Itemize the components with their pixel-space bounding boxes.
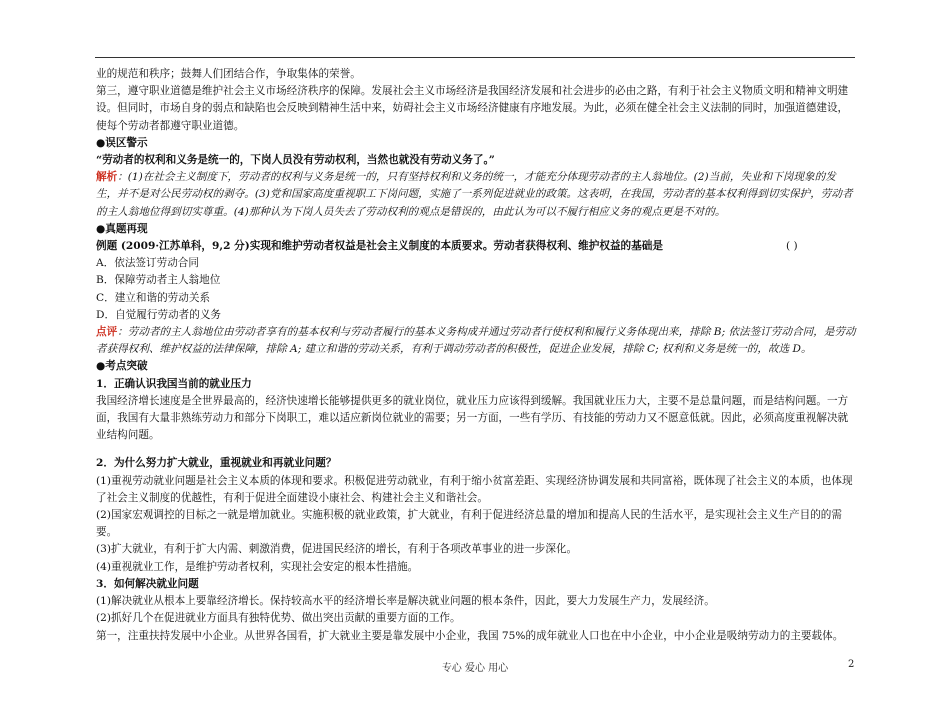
analysis-paragraph <box>96 169 856 221</box>
comment-label: 点评 <box>96 326 118 339</box>
answer-parentheses: ( ) <box>786 240 798 253</box>
analysis-label: 解析 <box>96 171 118 184</box>
subsection-3-item-1: (1)解决就业从根本上要靠经济增长。保持较高水平的经济增长率是解决就业问题的根本条件，因此，要大力发展生产力，发展经济。 <box>96 595 715 608</box>
analysis-text: ：(1)在社会主义制度下，劳动者的权利与义务是统一的，只有坚持权利和义务的统一，才能充分体现劳动者的主人翁地位。(2)当前，失业和下岗现象的发生，并不是对公民劳动权的剥夺。(3)党和国家高度重视职工下岗问题，实施了一系列促进就业的政策。这表明，在我国，劳动者的基本权利得到切实保护，劳动者的主人翁地位得到切实尊重。(4)那种认为下岗人员失去了劳动权利的观点是错误的，由此认为可以不履行相应义务的观点更是不对的。 <box>96 171 853 218</box>
footer-motto: 专心 爱心 用心 <box>441 663 509 674</box>
comment-text: ：劳动者的主人翁地位由劳动者享有的基本权利与劳动者履行的基本义务构成并通过劳动者行使权利和履行义务体现出来，排除 B; 依法签订劳动合同，是劳动者获得权利、维护权益的法律保障，排除 A; 建立和谐的劳动关系，有利于调动劳动者的积极性，促进企业发展，排除 C; 权利和义务是统一的，故选 D。 <box>96 326 856 356</box>
spacer <box>96 444 856 455</box>
option-c: C．建立和谐的劳动关系 <box>96 291 211 304</box>
section-heading-exam: ●真题再现 <box>96 222 148 235</box>
subheading-2: 2．为什么努力扩大就业，重视就业和再就业问题？ <box>96 457 337 470</box>
subsection-3-item-3: 第一，注重扶持发展中小企业。从世界各国看，扩大就业主要是靠发展中小企业，我国 75%的成年就业人口也在中小企业，中小企业是吸纳劳动力的主要载体。 <box>96 629 844 642</box>
subsection-2-item-2: (2)国家宏观调控的目标之一就是增加就业。实施积极的就业政策，扩大就业，有利于促进经济总量的增加和提高人民的生活水平，是实现社会主义生产目的的需要。 <box>96 509 842 539</box>
section-heading-misconception: ●误区警示 <box>96 136 148 149</box>
subheading-1: 1．正确认识我国当前的就业压力 <box>96 377 252 390</box>
subsection-2-item-4: (4)重视就业工作，是维护劳动者权利，实现社会安定的根本性措施。 <box>96 560 419 573</box>
page-number: 2 <box>848 659 855 670</box>
option-a: A．依法签订劳动合同 <box>96 257 199 270</box>
subsection-3-item-2: (2)抓好几个在促进就业方面具有独特优势、做出突出贡献的重要方面的工作。 <box>96 612 461 625</box>
section-heading-keypoints: ●考点突破 <box>96 360 148 373</box>
comment-paragraph <box>96 324 856 358</box>
subsection-1-text: 我国经济增长速度是全世界最高的，经济快速增长能够提供更多的就业岗位，就业压力应该得到缓解。我国就业压力大，主要不是总量问题，而是结构问题。一方面，我国有大量非熟练劳动力和部分下岗职工，难以适应新岗位就业的需要；另一方面，一些有学历、有技能的劳动力又不愿意低就。因此，必须高度重视解决就业结构问题。 <box>96 394 849 442</box>
header-rule <box>95 57 855 58</box>
option-d: D．自觉履行劳动者的义务 <box>96 308 222 321</box>
paragraph-continuation: 业的规范和秩序；鼓舞人们团结合作，争取集体的荣誉。 <box>96 68 361 80</box>
example-question <box>96 238 856 255</box>
subsection-2-item-1: (1)重视劳动就业问题是社会主义本质的体现和要求。积极促进劳动就业，有利于缩小贫富差距、实现经济协调发展和共同富裕，既体现了社会主义的本质，也体现了社会主义制度的优越性，有利于促进全面建设小康社会、构建社会主义和谐社会。 <box>96 474 853 504</box>
misconception-quote: “劳动者的权利和义务是统一的，下岗人员没有劳动权利，当然也就没有劳动义务了。” <box>96 154 495 167</box>
subheading-3: 3．如何解决就业问题 <box>96 577 199 590</box>
subsection-2-item-3: (3)扩大就业，有利于扩大内需、刺激消费，促进国民经济的增长，有利于各项改革事业的进一步深化。 <box>96 543 578 556</box>
question-stem: 例题 (2009·江苏单科，9,2 分)实现和维护劳动者权益是社会主义制度的本质要求。劳动者获得权利、维护权益的基础是 <box>96 240 663 253</box>
page-body <box>96 66 856 645</box>
option-b: B．保障劳动者主人翁地位 <box>96 274 221 287</box>
paragraph-third-point: 第三，遵守职业道德是维护社会主义市场经济秩序的保障。发展社会主义市场经济是我国经济发展和社会进步的必由之路，有利于社会主义物质文明和精神文明建设。但同时，市场自身的弱点和缺陷也会反映到精神生活中来，妨碍社会主义市场经济健康有序地发展。为此，必须在健全社会主义法制的同时，加强道德建设，使每个劳动者都遵守职业道德。 <box>96 85 849 132</box>
